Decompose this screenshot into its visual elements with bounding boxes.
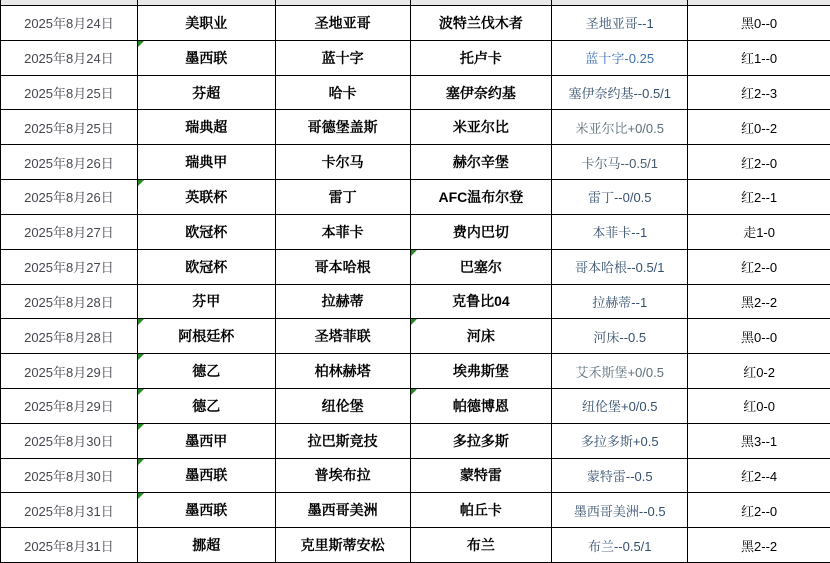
league-cell [138,528,276,563]
home-team-cell [276,493,411,528]
home-team-cell [276,285,411,320]
away-team-label: 赫尔辛堡 [452,154,509,171]
result-label: 红0-2 [743,364,775,380]
home-team-label: 蓝十字 [321,49,364,66]
away-team-label: 蒙特雷 [459,467,502,484]
header-seg-home [276,0,411,5]
handicap-cell [552,459,688,494]
away-team-label: 埃弗斯堡 [452,363,509,380]
result-cell [688,145,830,180]
league-cell [138,285,276,320]
league-label: 德乙 [192,363,221,380]
league-label: 瑞典超 [185,119,228,136]
away-team-cell [411,6,553,41]
table-row [1,424,830,459]
home-team-label: 卡尔马 [321,154,364,171]
away-team-label: 巴塞尔 [459,258,502,275]
league-label: 瑞典甲 [185,154,228,171]
handicap-label: 圣地亚哥--1 [585,16,654,32]
away-team-label: 费内巴切 [452,223,509,240]
home-team-cell [276,319,411,354]
note-triangle-icon [411,389,417,395]
league-cell [138,110,276,145]
handicap-cell [552,6,688,41]
table-row [1,493,830,528]
result-label: 红2--4 [741,468,778,484]
result-cell [688,250,830,285]
league-cell [138,250,276,285]
result-label: 红1--0 [741,51,778,67]
league-label: 墨西联 [185,49,228,66]
away-team-label: 帕德博恩 [452,397,509,414]
league-cell [138,493,276,528]
away-team-label: 河床 [466,328,495,345]
handicap-cell [552,285,688,320]
result-label: 黑0--0 [741,16,778,32]
league-cell [138,215,276,250]
table-row [1,41,830,76]
table-row [1,145,830,180]
handicap-cell [552,424,688,459]
result-cell [688,354,830,389]
league-label: 欧冠杯 [185,258,228,275]
away-team-cell [411,424,553,459]
table-row [1,250,830,285]
away-team-cell [411,528,553,563]
date-cell: 2025年8月29日 [1,389,138,424]
result-cell [688,76,830,111]
handicap-cell [552,41,688,76]
home-team-label: 普埃布拉 [314,467,371,484]
header-seg-handicap [552,0,688,5]
home-team-label: 本菲卡 [321,223,364,240]
handicap-cell [552,389,688,424]
home-team-cell [276,424,411,459]
table-row [1,180,830,215]
handicap-cell [552,354,688,389]
league-label: 阿根廷杯 [178,328,235,345]
home-team-label: 纽伦堡 [321,397,364,414]
handicap-label: 河床--0.5 [593,329,647,345]
away-team-cell [411,459,553,494]
away-team-label: 布兰 [466,537,495,554]
league-cell [138,41,276,76]
league-cell [138,459,276,494]
away-team-label: 波特兰伐木者 [438,14,523,31]
note-triangle-icon [411,250,417,256]
date-cell: 2025年8月31日 [1,493,138,528]
note-triangle-icon [411,319,417,325]
result-label: 红2--0 [741,155,778,171]
table-row [1,459,830,494]
home-team-label: 克里斯蒂安松 [300,537,385,554]
home-team-cell [276,354,411,389]
handicap-label: 蓝十字-0.25 [585,51,655,67]
away-team-cell [411,76,553,111]
note-triangle-icon [138,424,144,430]
league-cell [138,354,276,389]
header-seg-result [688,0,830,5]
handicap-cell [552,319,688,354]
away-team-label: 多拉多斯 [452,432,509,449]
result-cell [688,319,830,354]
league-label: 挪超 [192,537,221,554]
home-team-cell [276,180,411,215]
handicap-label: 雷丁--0/0.5 [587,190,652,206]
home-team-label: 拉巴斯竞技 [307,432,378,449]
home-team-label: 墨西哥美洲 [307,502,378,519]
league-cell [138,76,276,111]
home-team-cell [276,250,411,285]
home-team-cell [276,528,411,563]
date-cell: 2025年8月30日 [1,424,138,459]
league-label: 墨西联 [185,502,228,519]
note-triangle-icon [138,389,144,395]
handicap-label: 纽伦堡+0/0.5 [581,399,658,415]
home-team-label: 哥德堡盖斯 [307,119,378,136]
result-label: 红2--3 [741,86,778,102]
away-team-label: 塞伊奈约基 [445,84,516,101]
league-cell [138,389,276,424]
away-team-cell [411,319,553,354]
handicap-label: 蒙特雷--0.5 [586,468,653,484]
result-label: 红0-0 [743,399,775,415]
result-cell [688,110,830,145]
away-team-cell [411,389,553,424]
date-cell: 2025年8月26日 [1,180,138,215]
table-row [1,6,830,41]
result-cell [688,41,830,76]
away-team-cell [411,145,553,180]
result-cell [688,285,830,320]
note-triangle-icon [138,319,144,325]
result-cell [688,6,830,41]
league-cell [138,6,276,41]
handicap-cell [552,493,688,528]
league-label: 芬甲 [192,293,221,310]
result-cell [688,215,830,250]
table-row [1,215,830,250]
league-label: 墨西甲 [185,432,228,449]
result-cell [688,528,830,563]
handicap-label: 艾禾斯堡+0/0.5 [575,364,664,380]
table-row [1,528,830,563]
handicap-cell [552,145,688,180]
away-team-label: AFC温布尔登 [438,188,524,205]
home-team-label: 哈卡 [328,84,357,101]
date-cell: 2025年8月26日 [1,145,138,180]
league-label: 德乙 [192,397,221,414]
league-label: 欧冠杯 [185,223,228,240]
handicap-cell [552,250,688,285]
header-seg-league [138,0,276,5]
league-cell [138,180,276,215]
handicap-label: 拉赫蒂--1 [592,294,648,310]
date-cell: 2025年8月31日 [1,528,138,563]
date-cell: 2025年8月25日 [1,76,138,111]
result-label: 黑2--2 [741,538,778,554]
result-cell [688,459,830,494]
result-label: 黑3--1 [741,434,778,450]
handicap-label: 本菲卡--1 [592,225,648,241]
result-label: 黑0--0 [741,329,778,345]
handicap-cell [552,76,688,111]
home-team-cell [276,6,411,41]
home-team-cell [276,76,411,111]
result-label: 红2--1 [741,190,778,206]
home-team-label: 哥本哈根 [314,258,371,275]
date-cell: 2025年8月24日 [1,6,138,41]
league-label: 英联杯 [185,188,228,205]
result-label: 红2--0 [741,260,778,276]
table-row [1,285,830,320]
result-cell [688,180,830,215]
date-cell: 2025年8月28日 [1,319,138,354]
date-cell: 2025年8月25日 [1,110,138,145]
result-label: 红2--0 [741,503,778,519]
home-team-cell [276,41,411,76]
handicap-label: 米亚尔比+0/0.5 [575,120,664,136]
home-team-label: 雷丁 [328,188,357,205]
table-row [1,354,830,389]
handicap-label: 墨西哥美洲--0.5 [573,503,666,519]
date-cell: 2025年8月29日 [1,354,138,389]
result-cell [688,424,830,459]
away-team-cell [411,285,553,320]
home-team-label: 柏林赫塔 [314,363,371,380]
date-cell: 2025年8月27日 [1,215,138,250]
handicap-label: 哥本哈根--0.5/1 [574,260,665,276]
home-team-label: 圣塔菲联 [314,328,371,345]
handicap-label: 塞伊奈约基--0.5/1 [568,86,672,102]
home-team-cell [276,145,411,180]
result-label: 黑2--2 [741,294,778,310]
away-team-cell [411,41,553,76]
handicap-cell [552,528,688,563]
result-cell [688,493,830,528]
away-team-label: 托卢卡 [459,49,502,66]
result-cell [688,389,830,424]
date-cell: 2025年8月27日 [1,250,138,285]
home-team-label: 圣地亚哥 [314,14,371,31]
handicap-label: 卡尔马--0.5/1 [581,155,659,171]
note-triangle-icon [138,493,144,499]
league-label: 芬超 [192,84,221,101]
away-team-cell [411,110,553,145]
league-cell [138,424,276,459]
note-triangle-icon [138,41,144,47]
header-seg-away [411,0,553,5]
result-label: 红0--2 [741,120,778,136]
away-team-cell [411,215,553,250]
table-row [1,319,830,354]
results-table [1,6,830,563]
home-team-label: 拉赫蒂 [321,293,364,310]
header-seg-date [1,0,138,5]
away-team-cell [411,354,553,389]
handicap-cell [552,110,688,145]
table-row [1,76,830,111]
handicap-cell [552,180,688,215]
away-team-label: 帕丘卡 [459,502,502,519]
note-triangle-icon [138,180,144,186]
home-team-cell [276,215,411,250]
handicap-label: 布兰--0.5/1 [587,538,652,554]
date-cell: 2025年8月24日 [1,41,138,76]
handicap-cell [552,215,688,250]
away-team-cell [411,493,553,528]
away-team-label: 克鲁比04 [452,293,510,310]
handicap-label: 多拉多斯+0.5 [580,434,659,450]
league-cell [138,145,276,180]
away-team-cell [411,250,553,285]
home-team-cell [276,459,411,494]
date-cell: 2025年8月30日 [1,459,138,494]
home-team-cell [276,389,411,424]
away-team-label: 米亚尔比 [452,119,509,136]
away-team-cell [411,180,553,215]
league-cell [138,319,276,354]
league-label: 美职业 [185,14,228,31]
result-label: 走1-0 [743,225,775,241]
date-cell: 2025年8月28日 [1,285,138,320]
table-row [1,389,830,424]
note-triangle-icon [138,354,144,360]
note-triangle-icon [138,459,144,465]
table-row [1,110,830,145]
league-label: 墨西联 [185,467,228,484]
home-team-cell [276,110,411,145]
